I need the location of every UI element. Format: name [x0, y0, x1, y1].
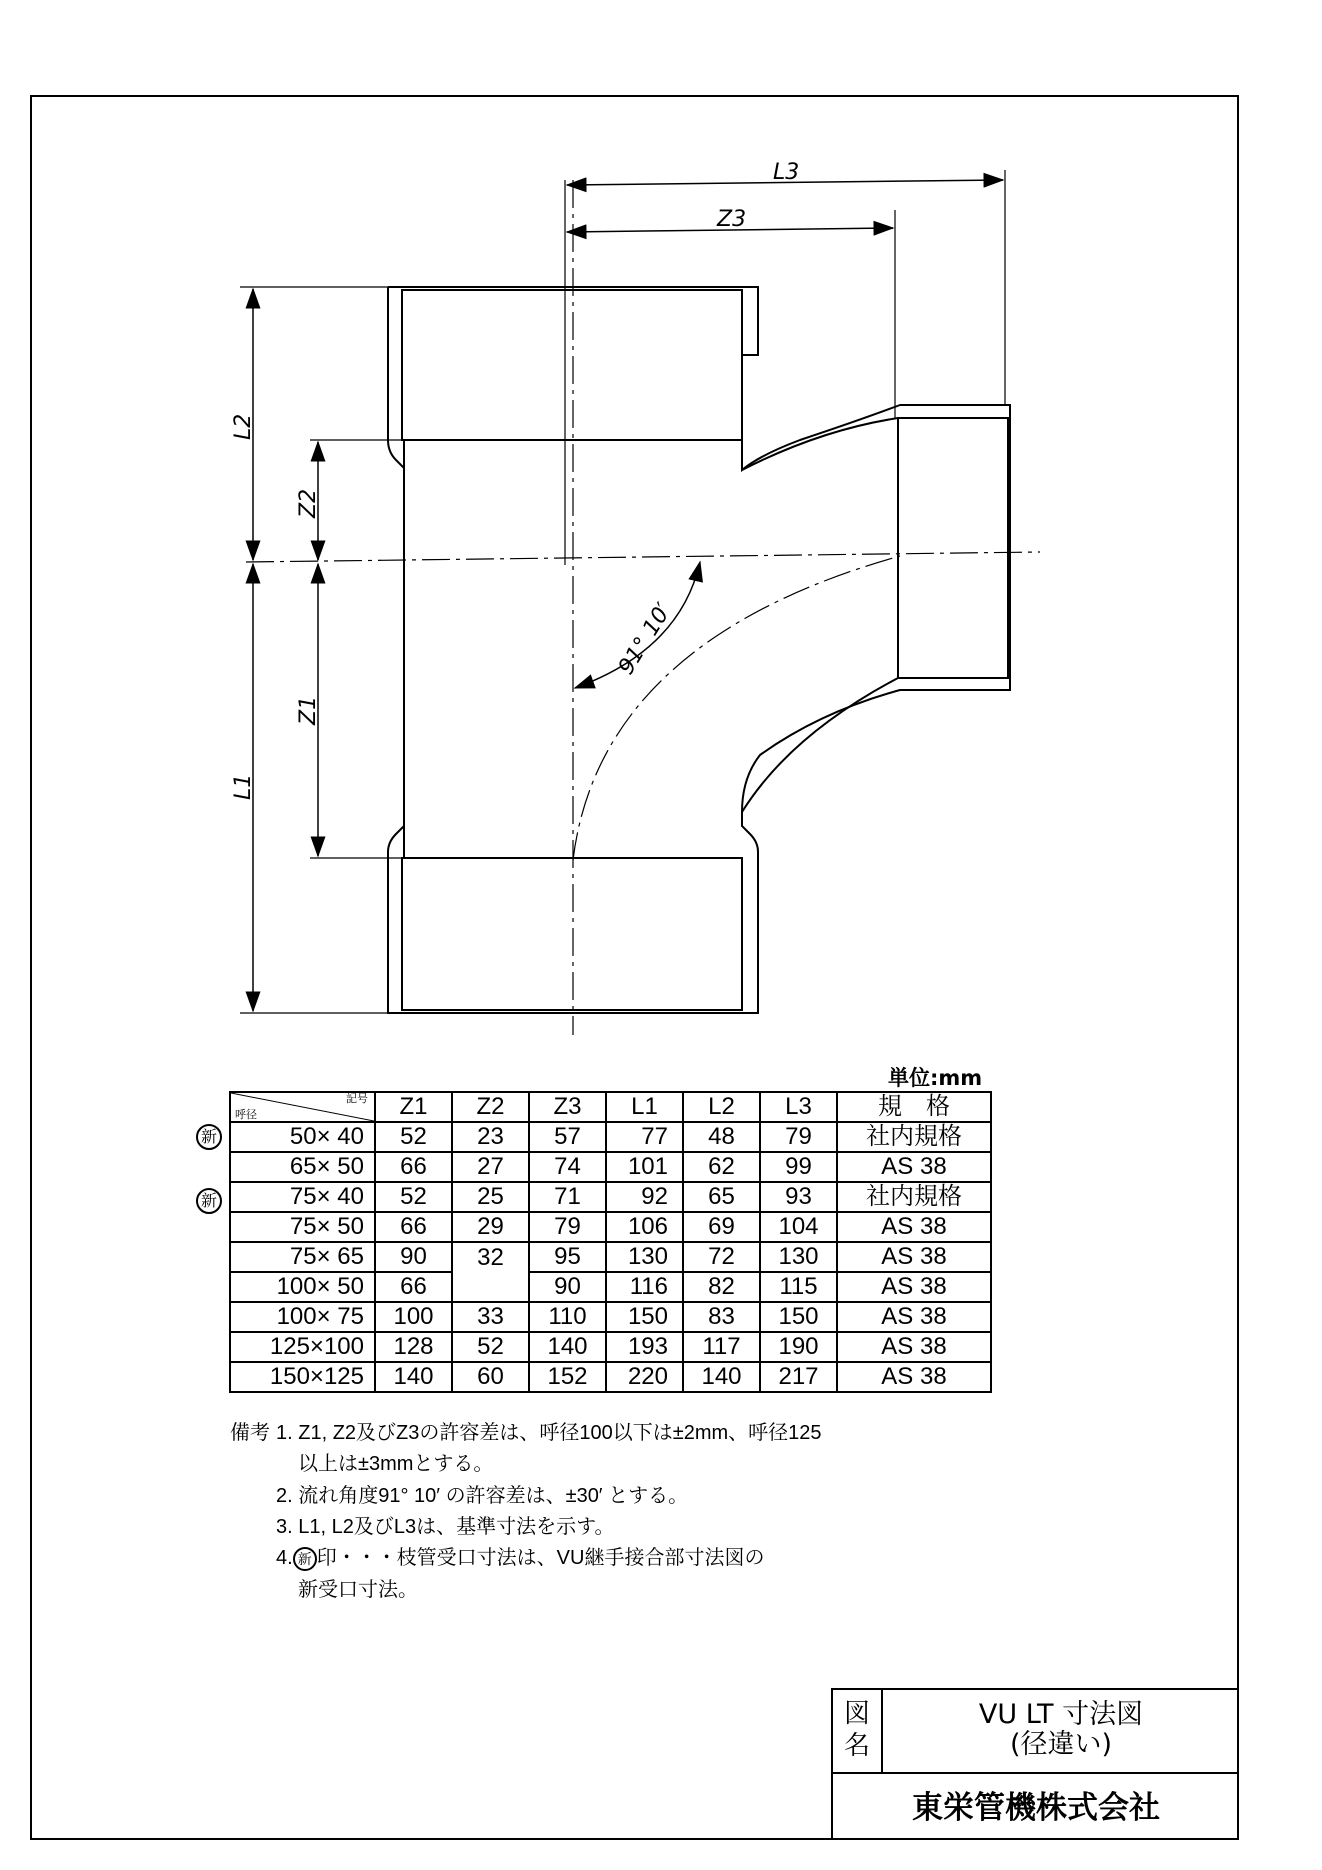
cell-standard: AS 38 — [837, 1362, 991, 1392]
table-header-row — [230, 1092, 991, 1122]
remark-4-cont: 新受口寸法。 — [298, 1579, 418, 1601]
dimension-table — [229, 1091, 992, 1393]
remarks-label: 備考 — [230, 1422, 270, 1444]
table-row — [230, 1272, 991, 1302]
cell-l3: 93 — [760, 1182, 837, 1212]
table-row — [230, 1182, 991, 1212]
cell-z2: 25 — [452, 1182, 529, 1212]
remark-3: 3. L1, L2及びL3は、基準寸法を示す。 — [276, 1516, 615, 1538]
cell-l1: 92 — [606, 1182, 683, 1212]
cell-standard: 社内規格 — [837, 1122, 991, 1152]
remark-4-text: 印・・・枝管受口寸法は、VU継手接合部寸法図の — [316, 1547, 765, 1569]
cell-size: 100× 50 — [230, 1272, 375, 1302]
col-header-l1: L1 — [606, 1092, 683, 1122]
cell-l2: 72 — [683, 1242, 760, 1272]
table-row — [230, 1302, 991, 1332]
new-mark-inline: 新 — [293, 1547, 317, 1571]
bottom-socket — [402, 858, 742, 1010]
table-row — [230, 1212, 991, 1242]
header-size-label: 呼径 — [235, 1109, 257, 1121]
cell-size: 150×125 — [230, 1362, 375, 1392]
cell-l1: 101 — [606, 1152, 683, 1182]
cell-z2 — [452, 1272, 529, 1302]
cell-l2: 69 — [683, 1212, 760, 1242]
l3-label: L3 — [773, 160, 800, 185]
cell-z1: 52 — [375, 1182, 452, 1212]
l1-label: L1 — [231, 773, 256, 800]
angle-label: 91° 10′ — [613, 598, 677, 680]
l2-label: L2 — [231, 413, 256, 440]
cell-l2: 140 — [683, 1362, 760, 1392]
cell-l3: 115 — [760, 1272, 837, 1302]
table-row — [230, 1152, 991, 1182]
table-row — [230, 1122, 991, 1152]
cell-l3: 150 — [760, 1302, 837, 1332]
cell-l2: 82 — [683, 1272, 760, 1302]
cell-z3: 95 — [529, 1242, 606, 1272]
cell-z3: 152 — [529, 1362, 606, 1392]
title-label-1: 図 — [843, 1699, 870, 1729]
cell-z3: 71 — [529, 1182, 606, 1212]
new-mark-icon: 新 — [196, 1124, 222, 1150]
cell-z1: 128 — [375, 1332, 452, 1362]
cell-l1: 220 — [606, 1362, 683, 1392]
cell-l1: 116 — [606, 1272, 683, 1302]
cell-z3: 140 — [529, 1332, 606, 1362]
z3-label: Z3 — [717, 207, 747, 232]
company-name: 東栄管機株式会社 — [833, 1772, 1239, 1840]
cell-z1: 100 — [375, 1302, 452, 1332]
cell-standard: AS 38 — [837, 1242, 991, 1272]
cell-z1: 66 — [375, 1152, 452, 1182]
cell-l1: 77 — [606, 1122, 683, 1152]
cell-z1: 52 — [375, 1122, 452, 1152]
cell-l3: 190 — [760, 1332, 837, 1362]
z2-label: Z2 — [296, 488, 321, 518]
z1-label: Z1 — [296, 695, 321, 725]
cell-z2: 29 — [452, 1212, 529, 1242]
top-socket — [402, 290, 742, 440]
main-pipe-outline — [388, 287, 1010, 1013]
cell-l3: 104 — [760, 1212, 837, 1242]
cell-z2: 32 — [452, 1242, 529, 1272]
table-row — [230, 1242, 991, 1272]
remark-2: 2. 流れ角度91° 10′ の許容差は、±30′ とする。 — [276, 1485, 689, 1507]
cell-l2: 65 — [683, 1182, 760, 1212]
cell-z3: 74 — [529, 1152, 606, 1182]
cell-standard: AS 38 — [837, 1212, 991, 1242]
cell-z3: 57 — [529, 1122, 606, 1152]
cell-size: 75× 40 — [230, 1182, 375, 1212]
branch-socket — [898, 418, 1008, 678]
cell-standard: AS 38 — [837, 1332, 991, 1362]
table-row — [230, 1362, 991, 1392]
cell-z1: 66 — [375, 1272, 452, 1302]
cell-z2: 60 — [452, 1362, 529, 1392]
remark-4-number: 4. — [276, 1547, 293, 1569]
header-corner — [230, 1092, 375, 1122]
cell-z3: 79 — [529, 1212, 606, 1242]
cell-size: 100× 75 — [230, 1302, 375, 1332]
col-header-z3: Z3 — [529, 1092, 606, 1122]
cell-z1: 66 — [375, 1212, 452, 1242]
remark-1: 1. Z1, Z2及びZ3の許容差は、呼径100以下は±2mm、呼径125 — [276, 1422, 822, 1444]
cell-l3: 130 — [760, 1242, 837, 1272]
table-row — [230, 1332, 991, 1362]
col-header-z1: Z1 — [375, 1092, 452, 1122]
remark-1-cont: 以上は±3mmとする。 — [298, 1453, 494, 1475]
cell-size: 50× 40 — [230, 1122, 375, 1152]
cell-size: 65× 50 — [230, 1152, 375, 1182]
title-label-2: 名 — [843, 1731, 870, 1761]
cell-z2: 23 — [452, 1122, 529, 1152]
horizontal-centerline — [246, 552, 1040, 562]
cell-l1: 130 — [606, 1242, 683, 1272]
flow-arc — [573, 556, 900, 860]
cell-l3: 79 — [760, 1122, 837, 1152]
cell-l3: 217 — [760, 1362, 837, 1392]
title-label — [833, 1690, 883, 1772]
cell-z1: 140 — [375, 1362, 452, 1392]
remark-4 — [276, 1543, 764, 1574]
col-header-z2: Z2 — [452, 1092, 529, 1122]
drawing-title — [883, 1690, 1239, 1772]
new-mark-icon: 新 — [196, 1188, 222, 1214]
cell-l1: 150 — [606, 1302, 683, 1332]
cell-l1: 106 — [606, 1212, 683, 1242]
cell-z3: 110 — [529, 1302, 606, 1332]
cell-l3: 99 — [760, 1152, 837, 1182]
cell-z1: 90 — [375, 1242, 452, 1272]
drawing-title-line1: VU LT 寸法図 — [978, 1699, 1144, 1730]
cell-size: 75× 65 — [230, 1242, 375, 1272]
cell-standard: 社内規格 — [837, 1182, 991, 1212]
cell-l2: 48 — [683, 1122, 760, 1152]
cell-l1: 193 — [606, 1332, 683, 1362]
cell-standard: AS 38 — [837, 1152, 991, 1182]
unit-label: 単位:mm — [888, 1066, 983, 1090]
col-header-standard: 規 格 — [837, 1092, 991, 1122]
title-block — [831, 1688, 1239, 1840]
cell-z3: 90 — [529, 1272, 606, 1302]
cell-standard: AS 38 — [837, 1272, 991, 1302]
cell-z2: 33 — [452, 1302, 529, 1332]
cell-l2: 83 — [683, 1302, 760, 1332]
col-header-l3: L3 — [760, 1092, 837, 1122]
cell-size: 75× 50 — [230, 1212, 375, 1242]
col-header-l2: L2 — [683, 1092, 760, 1122]
cell-z2: 27 — [452, 1152, 529, 1182]
cell-standard: AS 38 — [837, 1302, 991, 1332]
cell-l2: 62 — [683, 1152, 760, 1182]
drawing-title-line2: (径違い) — [1009, 1729, 1113, 1760]
header-symbol-label: 記号 — [346, 1093, 368, 1105]
cell-size: 125×100 — [230, 1332, 375, 1362]
cell-l2: 117 — [683, 1332, 760, 1362]
cell-z2: 52 — [452, 1332, 529, 1362]
